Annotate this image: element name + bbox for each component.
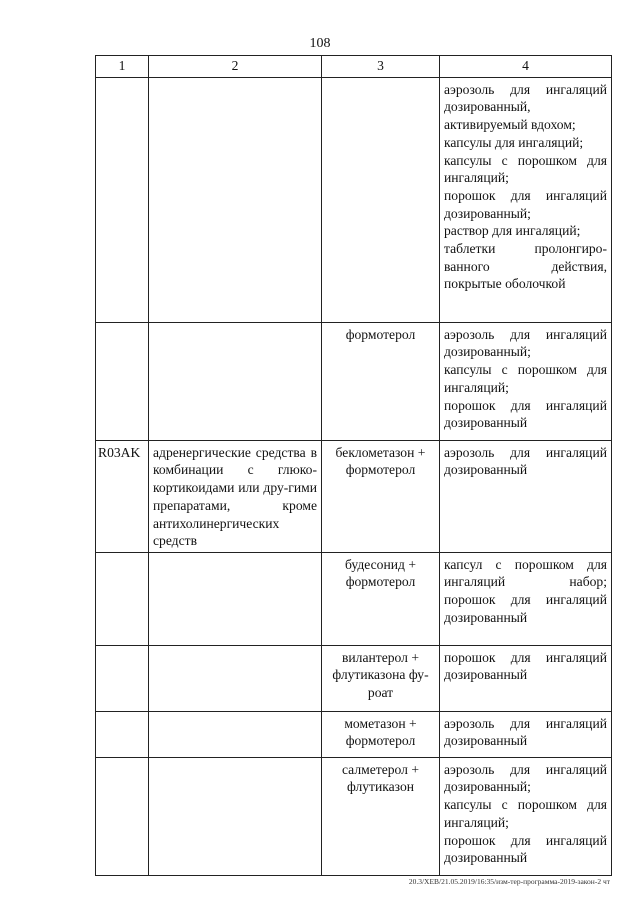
- dosage-form-line: порошок для ингаляций дозированный;: [444, 187, 607, 221]
- group-cell: [149, 645, 322, 711]
- dosage-form-line: аэрозоль для ингаляций дозированный: [444, 715, 607, 749]
- drug-name-cell: мометазон + формотерол: [322, 711, 440, 757]
- dosage-form-cell: [440, 77, 612, 322]
- dosage-form-cell: [440, 757, 612, 875]
- page-number: 108: [309, 36, 331, 51]
- group-cell: [149, 711, 322, 757]
- atc-code-cell: [96, 711, 149, 757]
- dosage-form-line: активируемый вдохом;: [444, 117, 576, 133]
- dosage-form-line: аэрозоль для ингаляций дозированный: [444, 444, 607, 478]
- dosage-form-line: порошок для ингаляций дозированный: [444, 397, 607, 431]
- group-cell: [149, 77, 322, 322]
- atc-code-cell: [96, 645, 149, 711]
- drug-name-cell: вилантерол + флутиказона фу-роат: [322, 645, 440, 711]
- atc-code-cell: [96, 757, 149, 875]
- drug-name-cell: беклометазон + формотерол: [322, 440, 440, 552]
- dosage-form-line: порошок для ингаляций дозированный: [444, 832, 607, 866]
- drug-name-cell: формотерол: [322, 322, 440, 440]
- dosage-form-line: капсул с порошком для ингаляций набор;: [444, 556, 607, 590]
- dosage-form-line: порошок для ингаляций дозированный: [444, 649, 607, 683]
- drug-name-cell: [322, 77, 440, 322]
- column-header-3: 3: [322, 56, 440, 78]
- dosage-form-line: раствор для ингаляций;: [444, 223, 581, 239]
- column-header-2: 2: [149, 56, 322, 78]
- drug-name-cell: будесонид + формотерол: [322, 552, 440, 645]
- dosage-form-line: капсулы с порошком для ингаляций;: [444, 152, 607, 186]
- dosage-form-line: аэрозоль для ингаляций дозированный,: [444, 81, 607, 115]
- dosage-form-line: капсулы для ингаляций;: [444, 134, 584, 150]
- table-row: [96, 757, 612, 875]
- dosage-form-line: таблетки пролонгиро-ванного действия,: [444, 241, 607, 274]
- atc-code-cell: [96, 322, 149, 440]
- dosage-form-line: покрытые оболочкой: [444, 276, 566, 292]
- dosage-form-line: капсулы с порошком для ингаляций;: [444, 797, 607, 830]
- column-header-1: 1: [96, 56, 149, 78]
- atc-code-cell: R03AK: [96, 440, 149, 552]
- table-row: [96, 440, 612, 552]
- group-cell: [149, 322, 322, 440]
- group-cell: [149, 552, 322, 645]
- dosage-form-cell: [440, 552, 612, 645]
- dosage-form-cell: [440, 711, 612, 757]
- atc-code-cell: [96, 77, 149, 322]
- medication-table: [95, 55, 612, 876]
- table-header-row: [96, 56, 612, 78]
- column-header-4: 4: [440, 56, 612, 78]
- dosage-form-line: аэрозоль для ингаляций дозированный;: [444, 326, 607, 360]
- dosage-form-cell: [440, 322, 612, 440]
- drug-name-cell: салметерол + флутиказон: [322, 757, 440, 875]
- group-cell: адренергические средства в комбинации с глюко-кортикоидами или дру-гими препаратами, кроме антихолинергических средств: [149, 440, 322, 552]
- atc-code-cell: [96, 552, 149, 645]
- table-row: [96, 322, 612, 440]
- dosage-form-line: аэрозоль для ингаляций дозированный;: [444, 761, 607, 795]
- group-cell: [149, 757, 322, 875]
- dosage-form-cell: [440, 440, 612, 552]
- table-row: [96, 552, 612, 645]
- dosage-form-cell: [440, 645, 612, 711]
- table-row: [96, 77, 612, 322]
- dosage-form-line: порошок для ингаляций дозированный: [444, 592, 607, 625]
- document-footer: 20.3/ХЕВ/21.05.2019/16:35/изм-тер-программа-2019-закон-2 чт: [408, 877, 610, 886]
- dosage-form-line: капсулы с порошком для ингаляций;: [444, 362, 607, 395]
- table-row: [96, 645, 612, 711]
- table-row: [96, 711, 612, 757]
